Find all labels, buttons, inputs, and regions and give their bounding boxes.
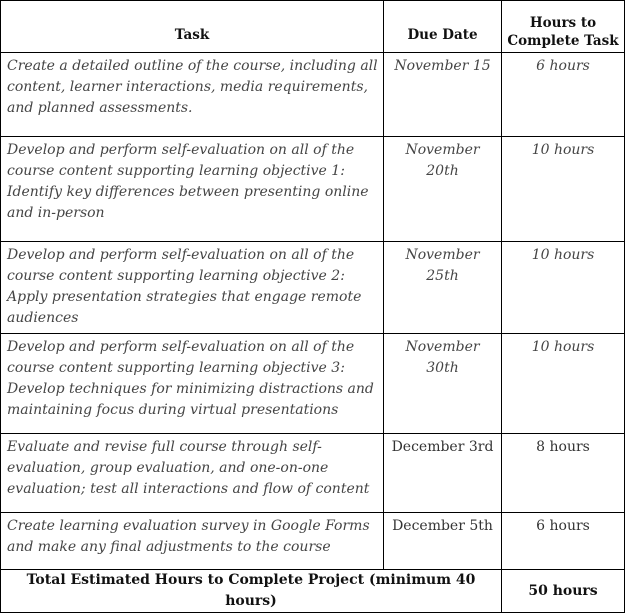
due-date-cell: November 20th: [384, 137, 502, 242]
hours-cell: 10 hours: [502, 334, 625, 434]
table-row: [1, 242, 625, 334]
hours-cell: 6 hours: [502, 513, 625, 570]
table-row: [1, 513, 625, 570]
hours-cell: 10 hours: [502, 242, 625, 334]
total-hours: 50 hours: [502, 570, 625, 613]
task-cell: Evaluate and revise full course through self-evaluation, group evaluation, and one-on-one evaluation; test all interactions and flow of content: [1, 434, 384, 513]
due-date-column-header: Due Date: [384, 1, 502, 53]
due-date-cell: November 30th: [384, 334, 502, 434]
task-column-header: Task: [1, 1, 384, 53]
table-row: [1, 434, 625, 513]
table-row: [1, 334, 625, 434]
due-date-cell: December 3rd: [384, 434, 502, 513]
task-cell: Create learning evaluation survey in Google Forms and make any final adjustments to the course: [1, 513, 384, 570]
task-cell: Create a detailed outline of the course, including all content, learner interactions, media requirements, and planned assessments.: [1, 53, 384, 137]
table-row: [1, 137, 625, 242]
due-date-cell: November 15: [384, 53, 502, 137]
task-cell: Develop and perform self-evaluation on all of the course content supporting learning objective 3: Develop techniques for minimizing distractions and maintaining focus during virtual presentations: [1, 334, 384, 434]
total-label: Total Estimated Hours to Complete Project (minimum 40 hours): [1, 570, 502, 613]
table-header-row: [1, 1, 625, 53]
due-date-cell: December 5th: [384, 513, 502, 570]
hours-cell: 8 hours: [502, 434, 625, 513]
hours-cell: 6 hours: [502, 53, 625, 137]
hours-column-header: Hours to Complete Task: [502, 1, 625, 53]
table-row: [1, 53, 625, 137]
task-cell: Develop and perform self-evaluation on all of the course content supporting learning objective 2: Apply presentation strategies that engage remote audiences: [1, 242, 384, 334]
total-row: [1, 570, 625, 613]
hours-cell: 10 hours: [502, 137, 625, 242]
due-date-cell: November 25th: [384, 242, 502, 334]
task-cell: Develop and perform self-evaluation on all of the course content supporting learning objective 1: Identify key differences between presenting online and in-person: [1, 137, 384, 242]
